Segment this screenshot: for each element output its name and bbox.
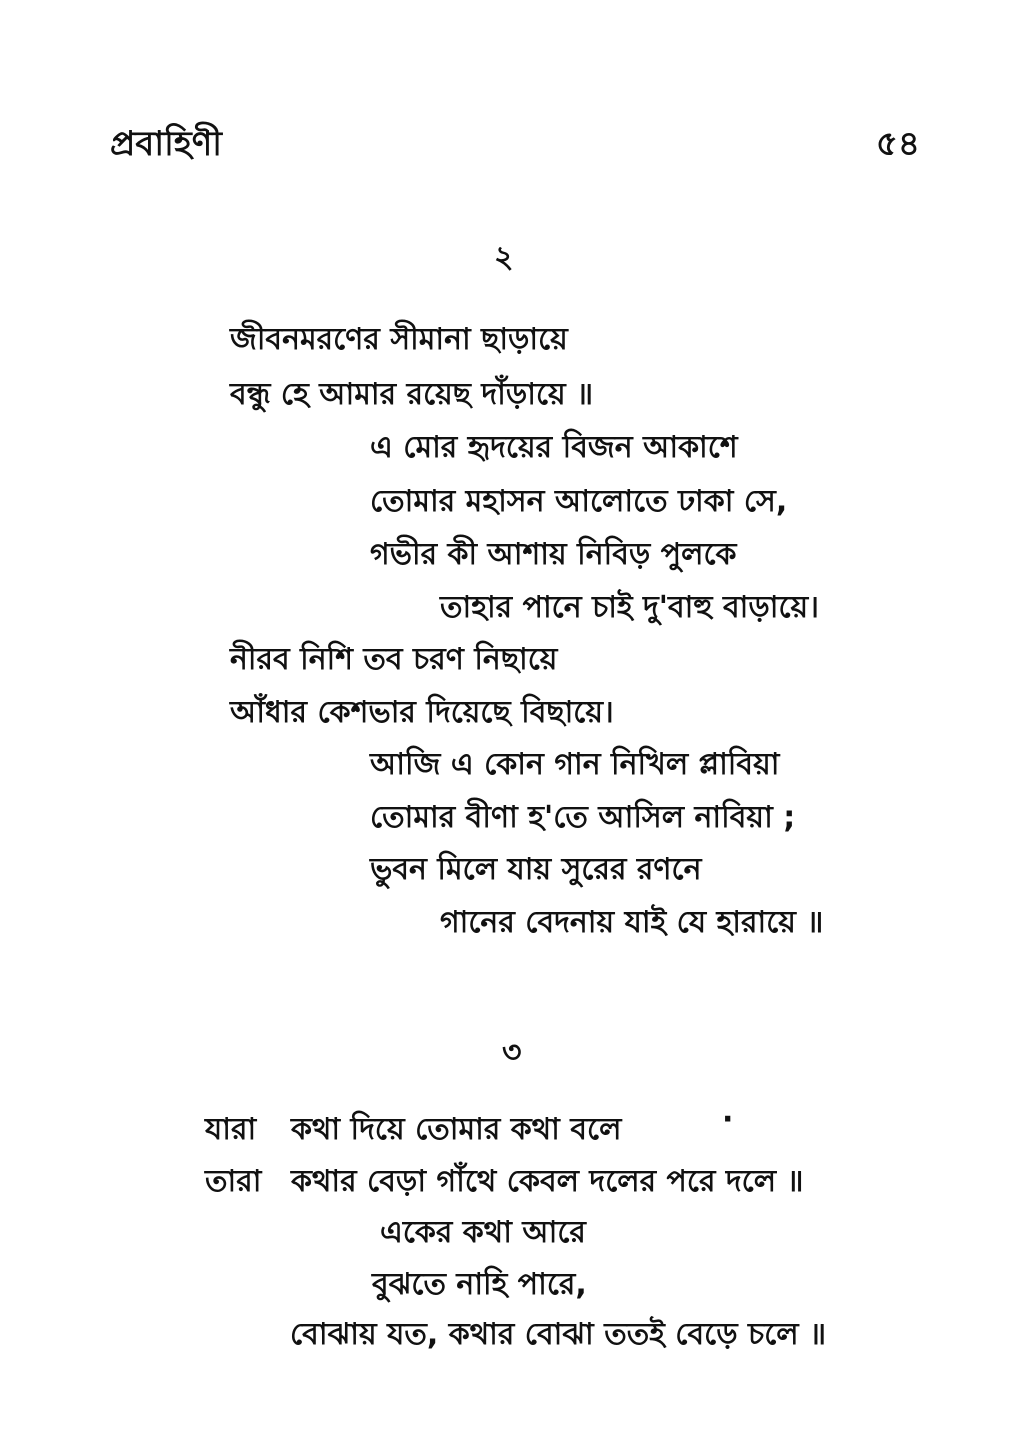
stray-mark: ·: [722, 1102, 734, 1137]
poem-line: তোমার বীণা হ'তে আসিল নাবিয়া ;: [370, 800, 796, 835]
poem-line: তাহার পানে চাই দু'বাহু বাড়ায়ে।: [440, 590, 819, 625]
poem-line: গভীর কী আশায় নিবিড় পুলকে: [370, 537, 737, 572]
poem-line: ভুবন মিলে যায় সুরের রণনে: [370, 852, 702, 887]
poem-line: বুঝতে নাহি পারে,: [372, 1267, 587, 1302]
line-label: যারা: [205, 1112, 257, 1147]
poem-line: [205, 1162, 804, 1202]
page-number: ৫৪: [875, 124, 920, 164]
poem-line: তোমার মহাসন আলোতে ঢাকা সে,: [370, 484, 788, 519]
poem-number: ৩: [502, 1035, 522, 1070]
poem-line: এ মোর হৃদয়ের বিজন আকাশে: [370, 430, 738, 465]
line-label: তারা: [205, 1164, 262, 1199]
line-text: কথার বেড়া গাঁথে কেবল দলের পরে দলে ॥: [291, 1164, 804, 1199]
poem-line: বন্ধু হে আমার রয়েছ দাঁড়ায়ে ॥: [230, 377, 594, 412]
poem-line: আজি এ কোন গান নিখিল প্লাবিয়া: [370, 747, 780, 782]
poem-number: ২: [494, 240, 514, 275]
line-text: কথা দিয়ে তোমার কথা বলে: [291, 1112, 622, 1147]
running-head-title: প্রবাহিণী: [110, 124, 223, 164]
poem-line: জীবনমরণের সীমানা ছাড়ায়ে: [230, 322, 568, 357]
poem-line: নীরব নিশি তব চরণ নিছায়ে: [230, 642, 558, 677]
poem-line: গানের বেদনায় যাই যে হারায়ে ॥: [440, 905, 824, 940]
poem-line: বোঝায় যত, কথার বোঝা ততই বেড়ে চলে ॥: [290, 1317, 827, 1352]
poem-line: একের কথা আরে: [380, 1215, 586, 1250]
poem-line: [205, 1110, 621, 1150]
poem-line: আঁধার কেশভার দিয়েছে বিছায়ে।: [230, 695, 614, 730]
